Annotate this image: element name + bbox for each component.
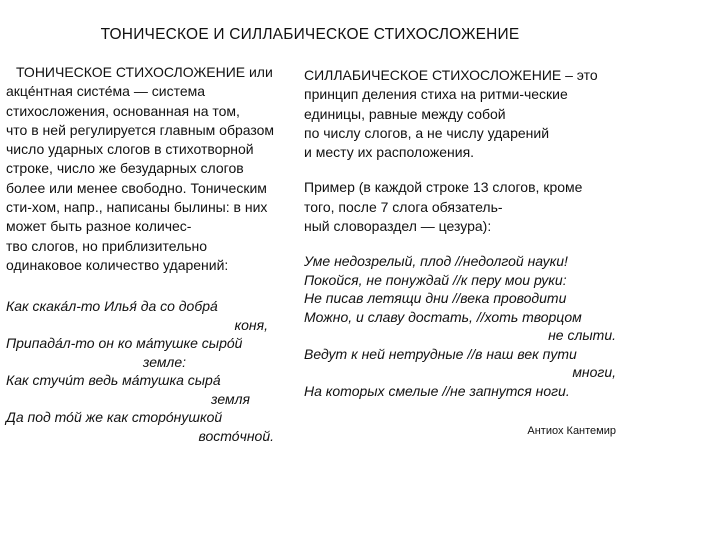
- example-note-line: того, после 7 слога обязатель-: [304, 198, 503, 215]
- poem-line-continuation: многи,: [572, 364, 616, 381]
- tonic-definition-line: число ударных слогов в стихотворной: [6, 141, 254, 158]
- tonic-definition-line: акце́нтная систе́ма — система: [6, 83, 206, 100]
- poem-line: Не писав летящи дни //века проводити: [304, 290, 567, 307]
- tonic-definition-line: что в ней регулируется главным образом: [6, 121, 275, 138]
- tonic-definition-line: ТОНИЧЕСКОЕ СТИХОСЛОЖЕНИЕ или: [16, 64, 273, 80]
- syllabic-definition-line: СИЛЛАБИЧЕСКОЕ СТИХОСЛОЖЕНИЕ – это: [304, 67, 598, 83]
- poem-line: Можно, и славу достать, //хоть творцом: [304, 308, 582, 325]
- poem-line: Как стучи́т ведь ма́тушка сыра́: [6, 372, 221, 389]
- poem-line: Уме недозрелый, плод //недолгой науки!: [304, 253, 568, 270]
- example-note-line: ный словораздел — цезура):: [304, 218, 492, 235]
- tonic-definition-line: строке, число же безударных слогов: [6, 160, 244, 177]
- tonic-definition-line: сти-хом, напр., написаны былины: в них: [6, 199, 268, 216]
- tonic-definition-line: стихосложения, основанная на том,: [6, 102, 240, 119]
- spacer: [304, 236, 620, 252]
- tonic-definition-line: более или менее свободно. Тоническим: [6, 179, 267, 196]
- page-title: ТОНИЧЕСКОЕ И СИЛЛАБИЧЕСКОЕ СТИХОСЛОЖЕНИЕ: [100, 26, 520, 43]
- poem-line-continuation: не слыти.: [548, 327, 616, 344]
- syllabic-definition-line: единицы, равные между собой: [304, 105, 506, 122]
- poem-line-continuation: восто́чной.: [198, 427, 274, 444]
- bylina-quote: [6, 297, 298, 445]
- syllabic-definition-line: по числу слогов, а не числу ударений: [304, 124, 550, 141]
- poem-line: На которых смелые //не запнутся ноги.: [304, 382, 570, 399]
- kantemir-quote: [304, 252, 620, 400]
- tonic-definition-line: может быть разное количес-: [6, 218, 192, 235]
- poem-line: Покойся, не понуждай //к перу мои руки:: [304, 271, 567, 288]
- poem-line: Да под то́й же как сторо́нушкой: [6, 409, 223, 426]
- poem-line-continuation: коня,: [234, 316, 268, 333]
- example-note-line: Пример (в каждой строке 13 слогов, кроме: [304, 179, 583, 196]
- poem-line: Как скака́л-то Илья́ да со добра́: [6, 298, 218, 315]
- syllabic-definition-line: и месту их расположения.: [304, 144, 475, 161]
- poem-line-continuation: земле:: [142, 353, 186, 370]
- spacer: [304, 162, 620, 178]
- spacer: [6, 275, 298, 297]
- tonic-column: [6, 63, 298, 445]
- poem-line: Ведут к ней нетрудные //в наш век пути: [304, 345, 577, 362]
- poem-author: Антиох Кантемир: [527, 425, 616, 437]
- tonic-definition-line: одинаковое количество ударений:: [6, 256, 229, 273]
- tonic-definition-line: тво слогов, но приблизительно: [6, 237, 208, 254]
- syllabic-definition-line: принцип деления стиха на ритми-ческие: [304, 86, 568, 103]
- poem-line-continuation: земля: [211, 390, 250, 407]
- poem-line: Припада́л-то он ко ма́тушке сыро́й: [6, 335, 243, 352]
- syllabic-column: [304, 66, 620, 400]
